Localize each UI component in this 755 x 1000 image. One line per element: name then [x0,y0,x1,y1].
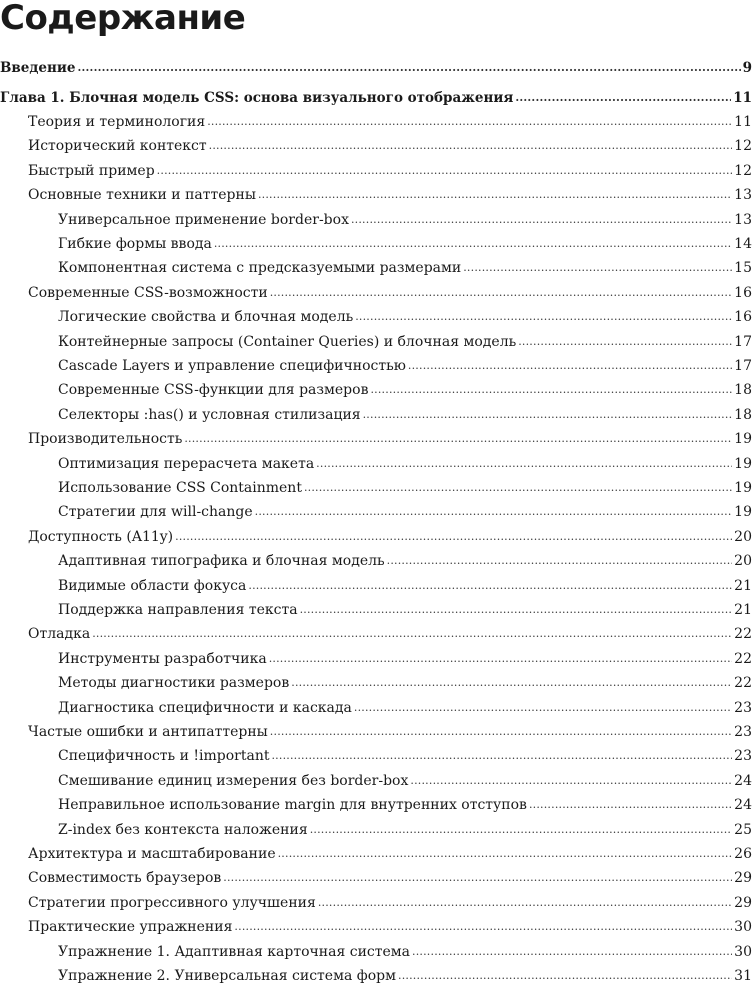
toc-entry-page-number: 22 [734,675,752,692]
dot-leader [351,213,732,227]
dot-leader [310,823,732,837]
toc-entry-label: Теория и терминология [28,114,206,130]
toc-entry[interactable] [58,257,752,277]
toc-entry[interactable] [58,501,752,521]
dot-leader [271,749,732,763]
toc-entry-label: Современные CSS-возможности [28,284,268,301]
toc-entry-page-number: 24 [734,797,752,814]
dot-leader [77,61,740,75]
toc-entry[interactable] [58,453,752,473]
toc-entry-page-number: 13 [734,211,752,228]
dot-leader [234,920,732,934]
toc-entry[interactable] [58,477,752,497]
toc-entry[interactable] [58,575,752,595]
toc-entry-label: Частые ошибки и антипаттерны [28,724,268,740]
dot-leader [157,164,733,178]
dot-leader [270,725,732,739]
toc-entry[interactable] [28,526,752,546]
toc-entry[interactable] [28,428,752,448]
toc-entry-page-number: 17 [734,358,752,374]
toc-entry-label: Компонентная система с предсказуемыми размерами [58,260,462,277]
toc-entry[interactable] [28,282,752,302]
toc-entry[interactable] [58,233,752,253]
toc-entry[interactable] [28,111,752,131]
toc-entry-page-number: 14 [734,236,752,252]
toc-entry-page-number: 19 [734,455,752,472]
toc-entry-page-number: 23 [734,699,752,716]
toc-entry-page-number: 12 [734,138,752,155]
dot-leader [248,579,732,593]
dot-leader [398,969,732,983]
dot-leader [316,457,732,471]
toc-entry-label: Основные техники и паттерны [28,187,256,204]
dot-leader [300,603,733,617]
toc-entry-label: Неправильное использование margin для внутренних отступов [58,797,527,814]
toc-entry[interactable] [28,160,752,180]
toc-entry-label: Адаптивная типографика и блочная модель [58,553,385,570]
toc-entry-label: Специфичность и !important [58,748,270,765]
toc-entry[interactable] [58,770,752,790]
toc-entry-page-number: 19 [734,480,752,496]
dot-leader [278,847,733,861]
toc-entry-label: Практические упражнения [28,919,233,936]
dot-leader [92,627,732,641]
toc-entry[interactable] [28,184,752,204]
toc-entry[interactable] [28,843,752,863]
toc-entry-page-number: 24 [734,772,752,789]
toc-entry-label: Совместимость браузеров [28,870,222,887]
toc-entry-label: Видимые области фокуса [58,577,247,594]
toc-entry-label: Производительность [28,431,183,448]
dot-leader [355,310,732,324]
toc-entry-page-number: 23 [734,748,752,765]
dot-leader [408,359,732,373]
toc-entry-label: Упражнение 2. Универсальная система форм [58,968,396,984]
toc-entry[interactable] [58,794,752,814]
toc-entry-label: Глава 1. Блочная модель CSS: основа визуального отображения [0,90,514,106]
toc-entry-label: Диагностика специфичности и каскада [58,699,352,716]
toc-entry[interactable] [28,721,752,741]
dot-leader [363,408,733,422]
toc-entry-page-number: 19 [734,431,752,448]
toc-entry[interactable] [58,550,752,570]
toc-entry[interactable] [58,379,752,399]
dot-leader [209,139,733,153]
toc-entry-page-number: 19 [734,504,752,521]
dot-leader [214,237,732,251]
toc-entry-label: Z-index без контекста наложения [58,821,308,838]
dot-leader [207,115,732,129]
toc-entry-label: Оптимизация перерасчета макета [58,455,315,472]
toc-entry-page-number: 11 [733,90,752,106]
toc-entry-label: Стратегии прогрессивного улучшения [28,894,316,911]
toc-entry-label: Инструменты разработчика [58,650,267,667]
dot-leader [269,652,732,666]
toc-entry[interactable] [58,941,752,961]
toc-entry-label: Методы диагностики размеров [58,675,290,692]
toc-entry[interactable] [28,135,752,155]
dot-leader [370,383,732,397]
toc-entry[interactable] [28,867,752,887]
toc-entry-page-number: 29 [734,870,752,887]
dot-leader [291,676,732,690]
toc-entry-label: Гибкие формы ввода [58,236,212,252]
toc-entry[interactable] [58,819,752,839]
dot-leader [223,871,732,885]
toc-entry-label: Контейнерные запросы (Container Queries) и блочная модель [58,333,517,350]
dot-leader [529,798,732,812]
toc-entry-page-number: 20 [734,528,752,545]
toc-entry-page-number: 25 [734,821,752,838]
toc-entry[interactable] [58,355,752,375]
toc-entry-label: Смешивание единиц измерения без border-box [58,772,409,789]
toc-entry[interactable] [28,623,752,643]
toc-entry[interactable] [58,306,752,326]
toc-entry-label: Упражнение 1. Адаптивная карточная система [58,943,411,960]
toc-entry-page-number: 21 [734,602,752,618]
toc-entry[interactable] [58,697,752,717]
dot-leader [255,505,733,519]
toc-entry-page-number: 23 [734,724,752,740]
page-title: Содержание [0,0,246,38]
toc-entry-label: Селекторы :has() и условная стилизация [58,406,361,423]
toc-entry-label: Cascade Layers и управление специфичностью [58,358,406,374]
toc-entry-page-number: 26 [734,846,752,862]
dot-leader [410,774,732,788]
dot-leader [184,432,732,446]
dot-leader [175,530,732,544]
toc-entry-label: Использование CSS Containment [58,480,302,496]
toc-entry-page-number: 16 [734,309,752,326]
toc-entry-page-number: 17 [734,333,752,350]
toc-entry[interactable] [58,672,752,692]
dot-leader [387,554,733,568]
toc-entry-page-number: 20 [734,553,752,570]
dot-leader [270,286,732,300]
toc-entry[interactable] [58,965,752,985]
toc-entry-label: Исторический контекст [28,138,207,155]
toc-entry-label: Современные CSS-функции для размеров [58,382,369,399]
toc-entry-page-number: 15 [734,260,752,277]
toc-entry[interactable] [28,892,752,912]
toc-entry[interactable] [0,87,752,107]
toc-entry-page-number: 29 [734,894,752,911]
dot-leader [354,701,732,715]
toc-entry-page-number: 31 [734,968,752,984]
toc-entry-page-number: 21 [734,577,752,594]
dot-leader [412,945,732,959]
toc-entry-page-number: 18 [734,382,752,399]
toc-entry-label: Доступность (A11y) [28,528,174,545]
toc-entry[interactable] [58,745,752,765]
toc-entry[interactable] [58,209,752,229]
toc-entry-label: Универсальное применение border-box [58,211,349,228]
dot-leader [515,91,731,105]
toc-entry-page-number: 16 [734,284,752,301]
dot-leader [518,335,732,349]
toc-entry-page-number: 22 [734,626,752,643]
toc-entry[interactable] [58,599,752,619]
toc-entry-label: Логические свойства и блочная модель [58,309,354,326]
toc-entry-page-number: 12 [734,162,752,179]
toc-entry[interactable] [0,57,752,77]
dot-leader [318,896,732,910]
toc-entry-label: Поддержка направления текста [58,602,298,618]
toc-entry-page-number: 30 [734,943,752,960]
toc-entry[interactable] [28,916,752,936]
toc-entry-page-number: 13 [734,187,752,204]
toc-entry-page-number: 18 [734,406,752,423]
toc-entry-page-number: 9 [742,60,752,76]
dot-leader [463,261,732,275]
dot-leader [304,481,732,495]
toc-entry[interactable] [58,331,752,351]
toc-entry-label: Архитектура и масштабирование [28,846,276,862]
toc-entry-label: Введение [0,60,76,76]
toc-entry-label: Отладка [28,626,91,643]
toc-entry-label: Быстрый пример [28,162,155,179]
toc-entry[interactable] [58,648,752,668]
toc-entry-page-number: 22 [734,650,752,667]
toc-entry-page-number: 30 [734,919,752,936]
toc-entry-page-number: 11 [734,114,752,130]
toc-entry-label: Стратегии для will-change [58,504,253,521]
dot-leader [258,188,732,202]
toc-entry[interactable] [58,404,752,424]
